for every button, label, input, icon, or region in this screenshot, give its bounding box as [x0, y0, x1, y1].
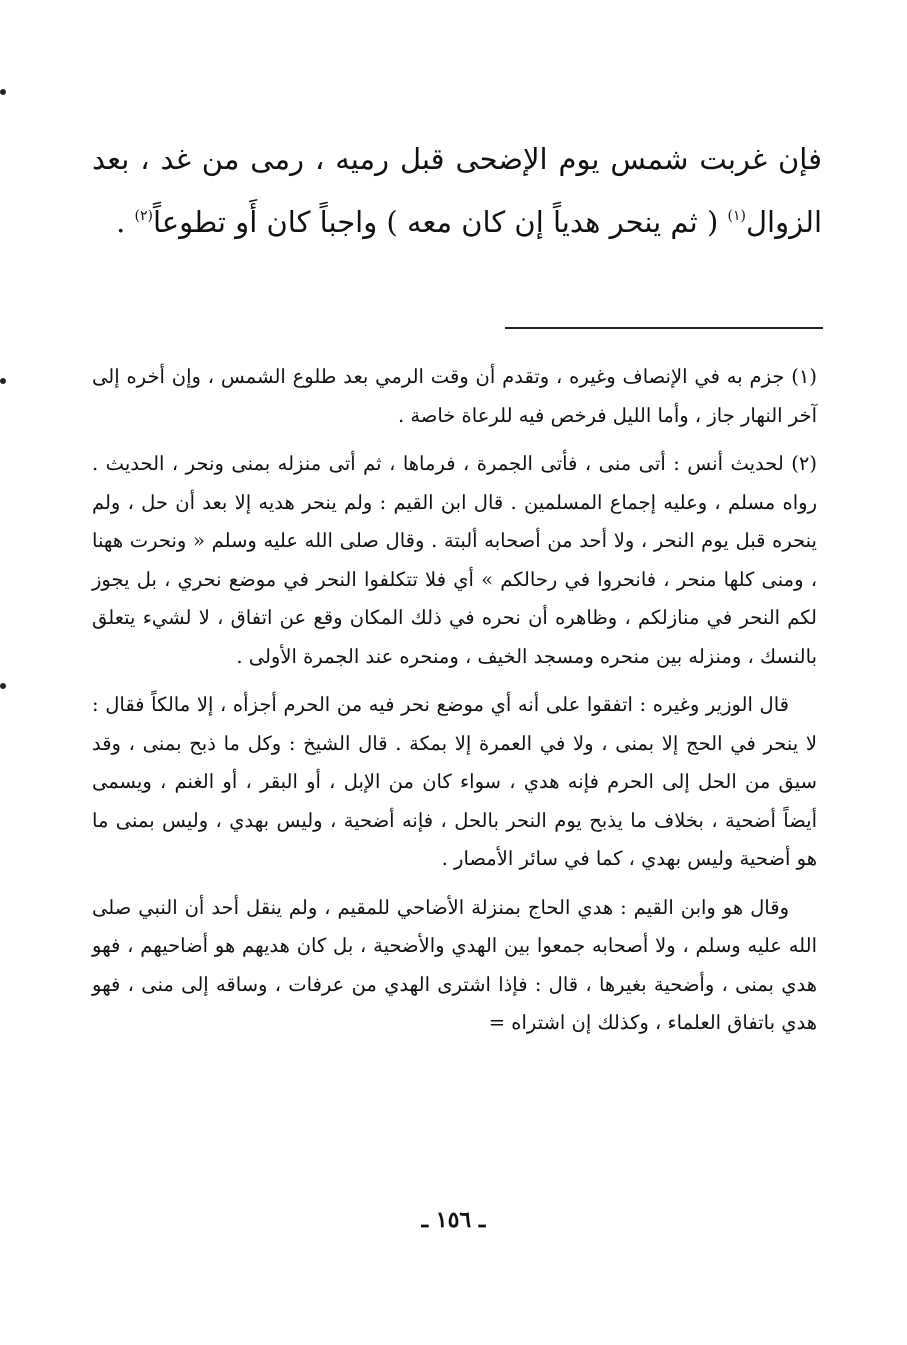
main-paragraph: [92, 128, 822, 254]
margin-mark: [0, 89, 6, 95]
footnote-2-paragraph: قال الوزير وغيره : اتفقوا على أنه أي موضع نحر فيه من الحرم أجزأه ، إلا مالكاً فقال : لا ينحر في الحج إلا بمنى ، ولا في العمرة إلا بمكة . قال الشيخ : وكل ما ذبح بمنى ، وقد سيق من الحل إلى الحرم فإنه هدي ، سواء كان من الإبل ، أو البقر ، أو الغنم ، ويسمى أيضاً أضحية ، بخلاف ما يذبح يوم النحر بالحل ، فإنه أضحية ، وليس بهدي ، وليس بمنى ما هو أضحية وليس بهدي ، كما في سائر الأمصار .: [92, 693, 817, 870]
main-text: [92, 128, 822, 254]
main-text-part: ( ثم ينحر هدياً إن كان معه ) واجباً كان أَو تطوعاً: [152, 205, 728, 239]
footnote-ref: (١): [727, 208, 746, 224]
footnote-1: (١) جزم به في الإنصاف وغيره ، وتقدم أن وقت الرمي بعد طلوع الشمس ، وإن أخره إلى آخر النهار جاز ، وأما الليل فرخص فيه للرعاة خاصة .: [92, 365, 817, 427]
footnote-separator: [505, 327, 823, 329]
margin-mark: [0, 378, 6, 384]
main-text-part: فإن غربت شمس يوم الإضحى قبل رميه ، رمى من غد ، بعد الزوال: [92, 142, 822, 239]
footnote-2: (٢) لحديث أنس : أتى منى ، فأتى الجمرة ، فرماها ، ثم أتى منزله بمنى ونحر ، الحديث . رواه مسلم ، وعليه إجماع المسلمين . قال ابن القيم : ولم ينحر هديه إلا بعد أن حل ، ولم ينحره قبل يوم النحر ، ولا أحد من أصحابه ألبتة . وقال صلى الله عليه وسلم « ونحرت ههنا ، ومنى كلها منحر ، فانحروا في رحالكم » أي فلا تتكلفوا النحر في موضع نحري ، بل يجوز لكم النحر في منازلكم ، وظاهره أن نحره في ذلك المكان وقع عن اتفاق ، لا لشيء يتعلق بالنسك ، ومنزله بين منحره ومسجد الخيف ، ومنحره عند الجمرة الأولى .: [92, 452, 817, 668]
margin-mark: [0, 683, 6, 689]
footnotes: [92, 358, 817, 1043]
footnote-ref: (٢): [134, 208, 153, 224]
main-text-part: .: [116, 205, 135, 239]
page-number: ـ ١٥٦ ـ: [421, 1207, 486, 1233]
footnote-2-paragraph: وقال هو وابن القيم : هدي الحاج بمنزلة الأضاحي للمقيم ، ولم ينقل أحد أن النبي صلى الله عليه وسلم ، ولا أصحابه جمعوا بين الهدي والأضحية ، بل كان هديهم هو أضاحيهم ، فهو هدي بمنى ، وأضحية بغيرها ، قال : فإذا اشترى الهدي من عرفات ، وساقه إلى منى ، فهو هدي باتفاق العلماء ، وكذلك إن اشتراه =: [92, 895, 817, 1034]
